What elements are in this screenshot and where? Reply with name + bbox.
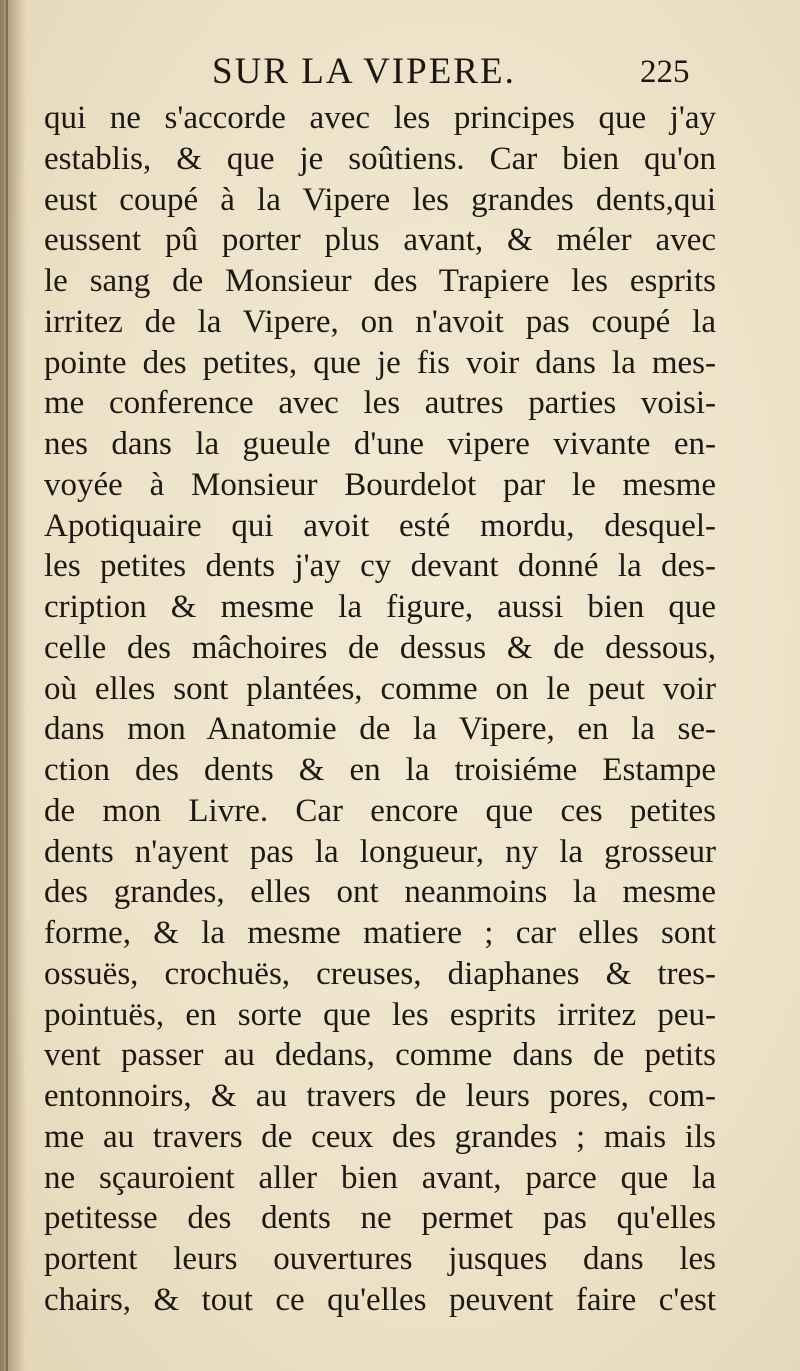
text-line: entonnoirs, & au travers de leurs pores, com- [44,1078,716,1114]
text-line: de mon Livre. Car encore que ces petites [44,792,716,829]
running-title: SUR LA VIPERE. [212,51,516,92]
text-line: me conference avec les autres parties voisi- [44,385,716,422]
text-line: chairs, & tout ce qu'elles peuvent faire c'est [44,1281,716,1318]
text-line: ne sçauroient aller bien avant, parce que la [44,1159,716,1196]
text-line: irritez de la Vipere, on n'avoit pas coupé la [44,303,716,340]
text-line: Apotiquaire qui avoit esté mordu, desquel- [44,507,716,544]
page-number: 225 [640,54,690,90]
gutter-fold [6,0,8,1371]
text-line: pointuës, en sorte que les esprits irritez peu- [44,996,716,1033]
text-line: les petites dents j'ay cy devant donné la des- [44,548,716,585]
text-line: portent leurs ouvertures jusques dans les [44,1241,716,1277]
gutter-shadow [0,0,26,1371]
text-line: eussent pû porter plus avant, & méler avec [44,222,716,259]
text-line: vent passer au dedans, comme dans de petits [44,1037,716,1074]
text-line: celle des mâchoires de dessus & de dessous, [44,629,716,666]
text-line: dents n'ayent pas la longueur, ny la grosseur [44,833,716,870]
text-line: nes dans la gueule d'une vipere vivante en- [44,426,716,462]
text-line: dans mon Anatomie de la Vipere, en la se- [44,711,716,748]
text-line: establis, & que je soûtiens. Car bien qu'on [44,140,716,177]
text-line: ossuës, crochuës, creuses, diaphanes & tres- [44,955,716,992]
text-line: où elles sont plantées, comme on le peut voir [44,670,716,707]
body-text [44,98,716,1321]
text-line: me au travers de ceux des grandes ; mais ils [44,1118,716,1155]
text-line: le sang de Monsieur des Trapiere les esprits [44,263,716,299]
text-line: des grandes, elles ont neanmoins la mesme [44,874,716,911]
text-line: eust coupé à la Vipere les grandes dents,qui [44,181,716,218]
text-line: ction des dents & en la troisiéme Estampe [44,752,716,788]
text-line: forme, & la mesme matiere ; car elles sont [44,915,716,951]
text-line: voyée à Monsieur Bourdelot par le mesme [44,466,716,503]
text-line: qui ne s'accorde avec les principes que j'ay [44,100,716,136]
text-line: pointe des petites, que je fis voir dans la mes- [44,344,716,381]
running-head [0,50,800,100]
text-line: cription & mesme la figure, aussi bien que [44,589,716,625]
text-line: petitesse des dents ne permet pas qu'elles [44,1200,716,1237]
